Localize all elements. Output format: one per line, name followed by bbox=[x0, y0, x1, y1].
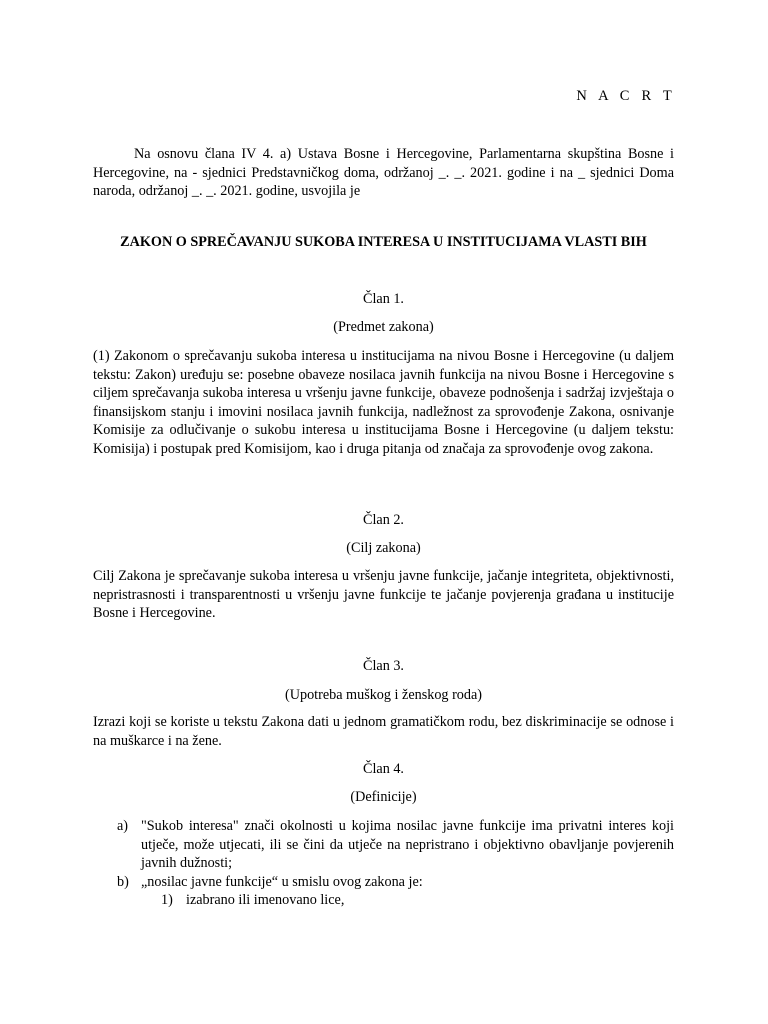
article-4-title: (Definicije) bbox=[350, 789, 417, 805]
article-1-number: Član 1. bbox=[363, 291, 404, 307]
list-item bbox=[93, 873, 674, 892]
definitions-list bbox=[93, 817, 674, 910]
draft-label: N A C R T bbox=[576, 88, 676, 104]
list-marker: b) bbox=[117, 873, 129, 890]
list-item-text: „nosilac javne funkcije“ u smislu ovog zakona je: bbox=[141, 873, 423, 890]
article-3-body: Izrazi koji se koriste u tekstu Zakona dati u jednom gramatičkom rodu, bez diskriminacije se odnose i na muškarce i na žene. bbox=[93, 714, 674, 749]
article-3-title: (Upotreba muškog i ženskog roda) bbox=[285, 687, 482, 703]
list-item bbox=[93, 817, 674, 873]
preamble: Na osnovu člana IV 4. a) Ustava Bosne i Hercegovine, Parlamentarna skupština Bosne i Hercegovine, na - sjednici Predstavničkog doma, održanoj _. _. 2021. godine i na _ sjednici Doma naroda, održanoj _. _. 2021. godine, usvojila je bbox=[93, 146, 674, 199]
law-title: ZAKON O SPREČAVANJU SUKOBA INTERESA U INSTITUCIJAMA VLASTI BIH bbox=[120, 234, 647, 250]
sub-list-item bbox=[93, 891, 674, 910]
article-1-body: (1) Zakonom o sprečavanju sukoba interesa u institucijama na nivou Bosne i Hercegovine (u daljem tekstu: Zakon) uređuju se: posebne obaveze nosilaca javnih funkcija na nivou Bosne i Hercegovine s ciljem sprečavanja sukoba interesa u vršenju javne funkcije, obaveze podnošenja i sadržaj izvještaja o finansijskom stanju i imovini nosilaca javnih funkcija, nadležnost za sprovođenje Zakona, osnivanje Komisije za odlučivanje o sukobu interesa u institucijama Bosne i Hercegovine (u daljem tekstu: Komisija) i postupak pred Komisijom, kao i druga pitanja od značaja za sprovođenje ovog zakona. bbox=[93, 348, 674, 457]
list-marker: a) bbox=[117, 818, 129, 834]
list-item-text: "Sukob interesa" znači okolnosti u kojima nosilac javne funkcije ima privatni interes koji utječe, može utjecati, ili se čini da utječe na nepristrano i objektivno obavljanje povjerenih javnih dužnosti; bbox=[141, 818, 674, 871]
article-4-number: Član 4. bbox=[363, 761, 404, 777]
article-3-number: Član 3. bbox=[363, 658, 404, 674]
article-2-number: Član 2. bbox=[363, 512, 404, 528]
article-1-title: (Predmet zakona) bbox=[333, 319, 434, 335]
sub-list-marker: 1) bbox=[161, 892, 173, 908]
article-2-body: Cilj Zakona je sprečavanje sukoba interesa u vršenju javne funkcije, jačanje integriteta, objektivnosti, nepristrasnosti i transparentnosti u vršenju javne funkcije te jačanje povjerenja građana u institucije Bosne i Hercegovine. bbox=[93, 568, 674, 621]
sub-list-item-text: izabrano ili imenovano lice, bbox=[186, 892, 345, 908]
article-2-title: (Cilj zakona) bbox=[346, 540, 421, 556]
document-page bbox=[93, 0, 674, 1024]
